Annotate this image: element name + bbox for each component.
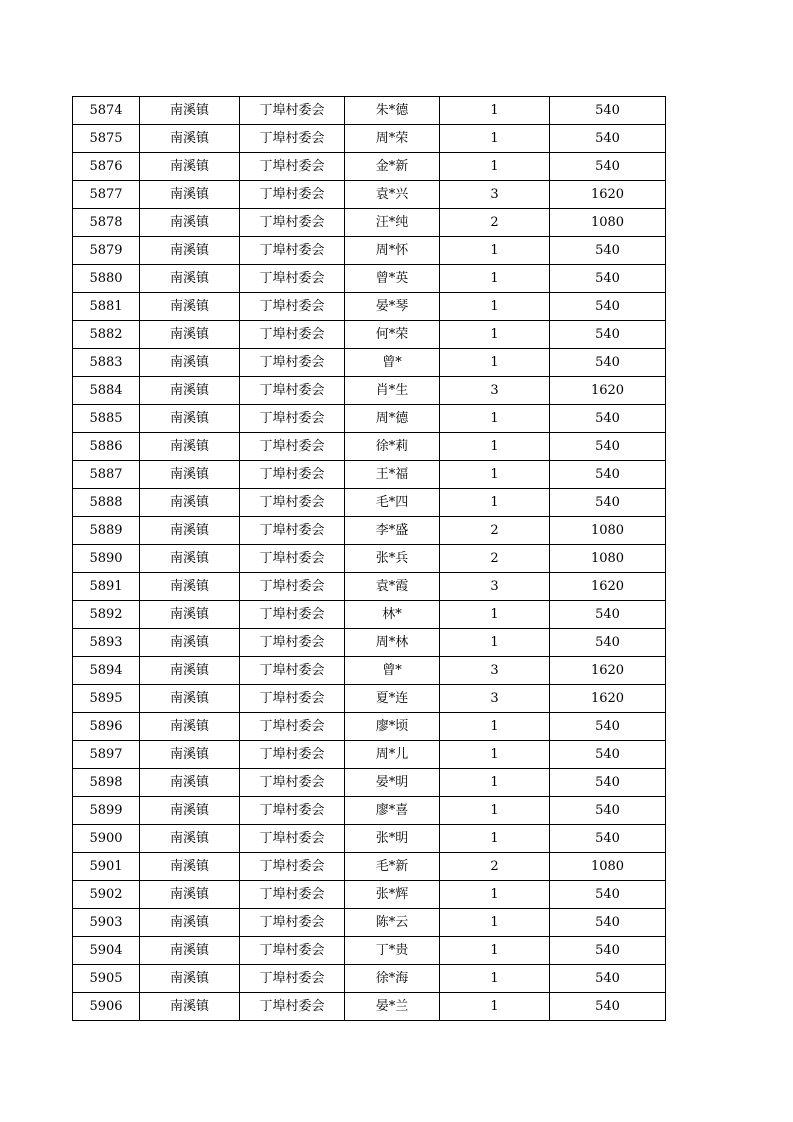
amount-cell: 1620 [550,657,666,685]
table-row [73,573,666,601]
village-committee-cell: 丁埠村委会 [240,405,345,433]
row-number-cell: 5889 [73,517,140,545]
table-row [73,713,666,741]
row-number-cell: 5901 [73,853,140,881]
name-cell: 张*辉 [345,881,440,909]
table-body [73,97,666,1021]
row-number-cell: 5893 [73,629,140,657]
count-cell: 1 [440,405,550,433]
village-committee-cell: 丁埠村委会 [240,293,345,321]
amount-cell: 1620 [550,377,666,405]
village-committee-cell: 丁埠村委会 [240,909,345,937]
row-number-cell: 5877 [73,181,140,209]
table-row [73,153,666,181]
village-committee-cell: 丁埠村委会 [240,993,345,1021]
village-committee-cell: 丁埠村委会 [240,853,345,881]
name-cell: 廖*喜 [345,797,440,825]
town-cell: 南溪镇 [140,209,240,237]
amount-cell: 1620 [550,181,666,209]
table-row [73,629,666,657]
amount-cell: 540 [550,993,666,1021]
table-row [73,825,666,853]
village-committee-cell: 丁埠村委会 [240,237,345,265]
name-cell: 袁*霞 [345,573,440,601]
town-cell: 南溪镇 [140,909,240,937]
amount-cell: 1080 [550,853,666,881]
town-cell: 南溪镇 [140,293,240,321]
count-cell: 3 [440,181,550,209]
village-committee-cell: 丁埠村委会 [240,349,345,377]
row-number-cell: 5887 [73,461,140,489]
count-cell: 1 [440,265,550,293]
village-committee-cell: 丁埠村委会 [240,657,345,685]
amount-cell: 1080 [550,545,666,573]
town-cell: 南溪镇 [140,433,240,461]
table-row [73,265,666,293]
row-number-cell: 5874 [73,97,140,125]
row-number-cell: 5881 [73,293,140,321]
table-row [73,685,666,713]
amount-cell: 540 [550,433,666,461]
row-number-cell: 5890 [73,545,140,573]
table-row [73,797,666,825]
row-number-cell: 5904 [73,937,140,965]
table-row [73,601,666,629]
name-cell: 徐*海 [345,965,440,993]
count-cell: 1 [440,97,550,125]
village-committee-cell: 丁埠村委会 [240,153,345,181]
row-number-cell: 5885 [73,405,140,433]
count-cell: 1 [440,321,550,349]
amount-cell: 540 [550,825,666,853]
table-row [73,741,666,769]
town-cell: 南溪镇 [140,881,240,909]
village-committee-cell: 丁埠村委会 [240,181,345,209]
amount-cell: 540 [550,909,666,937]
count-cell: 3 [440,685,550,713]
amount-cell: 540 [550,461,666,489]
table-row [73,993,666,1021]
count-cell: 1 [440,629,550,657]
row-number-cell: 5895 [73,685,140,713]
table-row [73,377,666,405]
village-committee-cell: 丁埠村委会 [240,265,345,293]
table-row [73,209,666,237]
town-cell: 南溪镇 [140,321,240,349]
row-number-cell: 5898 [73,769,140,797]
row-number-cell: 5899 [73,797,140,825]
name-cell: 金*新 [345,153,440,181]
row-number-cell: 5875 [73,125,140,153]
town-cell: 南溪镇 [140,237,240,265]
table-row [73,181,666,209]
table-row [73,125,666,153]
village-committee-cell: 丁埠村委会 [240,461,345,489]
amount-cell: 1080 [550,517,666,545]
amount-cell: 1080 [550,209,666,237]
village-committee-cell: 丁埠村委会 [240,685,345,713]
row-number-cell: 5878 [73,209,140,237]
name-cell: 周*德 [345,405,440,433]
name-cell: 夏*连 [345,685,440,713]
village-committee-cell: 丁埠村委会 [240,209,345,237]
table-row [73,237,666,265]
village-committee-cell: 丁埠村委会 [240,741,345,769]
row-number-cell: 5882 [73,321,140,349]
table-row [73,489,666,517]
row-number-cell: 5884 [73,377,140,405]
amount-cell: 540 [550,489,666,517]
count-cell: 1 [440,349,550,377]
village-committee-cell: 丁埠村委会 [240,797,345,825]
town-cell: 南溪镇 [140,125,240,153]
town-cell: 南溪镇 [140,657,240,685]
town-cell: 南溪镇 [140,825,240,853]
town-cell: 南溪镇 [140,153,240,181]
count-cell: 1 [440,293,550,321]
name-cell: 汪*纯 [345,209,440,237]
row-number-cell: 5897 [73,741,140,769]
row-number-cell: 5892 [73,601,140,629]
count-cell: 1 [440,965,550,993]
count-cell: 1 [440,741,550,769]
name-cell: 周*荣 [345,125,440,153]
town-cell: 南溪镇 [140,97,240,125]
town-cell: 南溪镇 [140,797,240,825]
row-number-cell: 5883 [73,349,140,377]
name-cell: 毛*四 [345,489,440,517]
data-table [72,96,666,1021]
row-number-cell: 5905 [73,965,140,993]
table-row [73,97,666,125]
row-number-cell: 5876 [73,153,140,181]
amount-cell: 540 [550,713,666,741]
table-row [73,433,666,461]
amount-cell: 540 [550,349,666,377]
table-row [73,293,666,321]
table-row [73,461,666,489]
town-cell: 南溪镇 [140,741,240,769]
count-cell: 1 [440,433,550,461]
count-cell: 1 [440,461,550,489]
amount-cell: 540 [550,125,666,153]
name-cell: 袁*兴 [345,181,440,209]
amount-cell: 540 [550,769,666,797]
table-row [73,965,666,993]
row-number-cell: 5880 [73,265,140,293]
name-cell: 李*盛 [345,517,440,545]
village-committee-cell: 丁埠村委会 [240,125,345,153]
amount-cell: 540 [550,293,666,321]
table-row [73,853,666,881]
name-cell: 晏*琴 [345,293,440,321]
village-committee-cell: 丁埠村委会 [240,321,345,349]
count-cell: 3 [440,657,550,685]
town-cell: 南溪镇 [140,377,240,405]
village-committee-cell: 丁埠村委会 [240,965,345,993]
name-cell: 周*怀 [345,237,440,265]
town-cell: 南溪镇 [140,601,240,629]
village-committee-cell: 丁埠村委会 [240,97,345,125]
table-row [73,909,666,937]
count-cell: 1 [440,937,550,965]
count-cell: 1 [440,489,550,517]
name-cell: 曾* [345,349,440,377]
town-cell: 南溪镇 [140,349,240,377]
name-cell: 周*林 [345,629,440,657]
village-committee-cell: 丁埠村委会 [240,489,345,517]
amount-cell: 540 [550,601,666,629]
amount-cell: 540 [550,97,666,125]
count-cell: 2 [440,545,550,573]
town-cell: 南溪镇 [140,993,240,1021]
village-committee-cell: 丁埠村委会 [240,769,345,797]
count-cell: 1 [440,797,550,825]
row-number-cell: 5902 [73,881,140,909]
town-cell: 南溪镇 [140,629,240,657]
row-number-cell: 5894 [73,657,140,685]
count-cell: 3 [440,573,550,601]
village-committee-cell: 丁埠村委会 [240,713,345,741]
town-cell: 南溪镇 [140,937,240,965]
row-number-cell: 5891 [73,573,140,601]
row-number-cell: 5903 [73,909,140,937]
town-cell: 南溪镇 [140,685,240,713]
amount-cell: 540 [550,153,666,181]
count-cell: 2 [440,517,550,545]
village-committee-cell: 丁埠村委会 [240,629,345,657]
name-cell: 肖*生 [345,377,440,405]
table-row [73,349,666,377]
name-cell: 王*福 [345,461,440,489]
village-committee-cell: 丁埠村委会 [240,433,345,461]
row-number-cell: 5879 [73,237,140,265]
name-cell: 曾* [345,657,440,685]
name-cell: 张*明 [345,825,440,853]
count-cell: 1 [440,237,550,265]
name-cell: 毛*新 [345,853,440,881]
village-committee-cell: 丁埠村委会 [240,601,345,629]
amount-cell: 540 [550,881,666,909]
table-row [73,517,666,545]
count-cell: 2 [440,853,550,881]
town-cell: 南溪镇 [140,405,240,433]
village-committee-cell: 丁埠村委会 [240,377,345,405]
name-cell: 晏*兰 [345,993,440,1021]
village-committee-cell: 丁埠村委会 [240,545,345,573]
amount-cell: 540 [550,965,666,993]
town-cell: 南溪镇 [140,573,240,601]
name-cell: 陈*云 [345,909,440,937]
town-cell: 南溪镇 [140,181,240,209]
row-number-cell: 5896 [73,713,140,741]
row-number-cell: 5888 [73,489,140,517]
count-cell: 1 [440,993,550,1021]
amount-cell: 540 [550,265,666,293]
count-cell: 1 [440,769,550,797]
amount-cell: 540 [550,237,666,265]
village-committee-cell: 丁埠村委会 [240,573,345,601]
row-number-cell: 5900 [73,825,140,853]
amount-cell: 540 [550,405,666,433]
town-cell: 南溪镇 [140,489,240,517]
name-cell: 徐*莉 [345,433,440,461]
count-cell: 1 [440,881,550,909]
village-committee-cell: 丁埠村委会 [240,825,345,853]
town-cell: 南溪镇 [140,713,240,741]
table-row [73,657,666,685]
table-row [73,937,666,965]
count-cell: 1 [440,909,550,937]
town-cell: 南溪镇 [140,517,240,545]
amount-cell: 1620 [550,573,666,601]
row-number-cell: 5886 [73,433,140,461]
name-cell: 何*荣 [345,321,440,349]
village-committee-cell: 丁埠村委会 [240,517,345,545]
town-cell: 南溪镇 [140,853,240,881]
name-cell: 朱*德 [345,97,440,125]
town-cell: 南溪镇 [140,965,240,993]
amount-cell: 540 [550,321,666,349]
table-row [73,321,666,349]
village-committee-cell: 丁埠村委会 [240,937,345,965]
amount-cell: 540 [550,797,666,825]
count-cell: 1 [440,601,550,629]
table-row [73,769,666,797]
name-cell: 张*兵 [345,545,440,573]
count-cell: 1 [440,713,550,741]
amount-cell: 540 [550,629,666,657]
name-cell: 丁*贵 [345,937,440,965]
row-number-cell: 5906 [73,993,140,1021]
town-cell: 南溪镇 [140,265,240,293]
name-cell: 廖*顷 [345,713,440,741]
table-row [73,881,666,909]
name-cell: 周*儿 [345,741,440,769]
table-row [73,405,666,433]
amount-cell: 540 [550,741,666,769]
town-cell: 南溪镇 [140,461,240,489]
count-cell: 2 [440,209,550,237]
village-committee-cell: 丁埠村委会 [240,881,345,909]
count-cell: 1 [440,825,550,853]
count-cell: 1 [440,153,550,181]
town-cell: 南溪镇 [140,545,240,573]
amount-cell: 1620 [550,685,666,713]
name-cell: 曾*英 [345,265,440,293]
amount-cell: 540 [550,937,666,965]
name-cell: 林* [345,601,440,629]
table-row [73,545,666,573]
town-cell: 南溪镇 [140,769,240,797]
count-cell: 1 [440,125,550,153]
name-cell: 晏*明 [345,769,440,797]
count-cell: 3 [440,377,550,405]
